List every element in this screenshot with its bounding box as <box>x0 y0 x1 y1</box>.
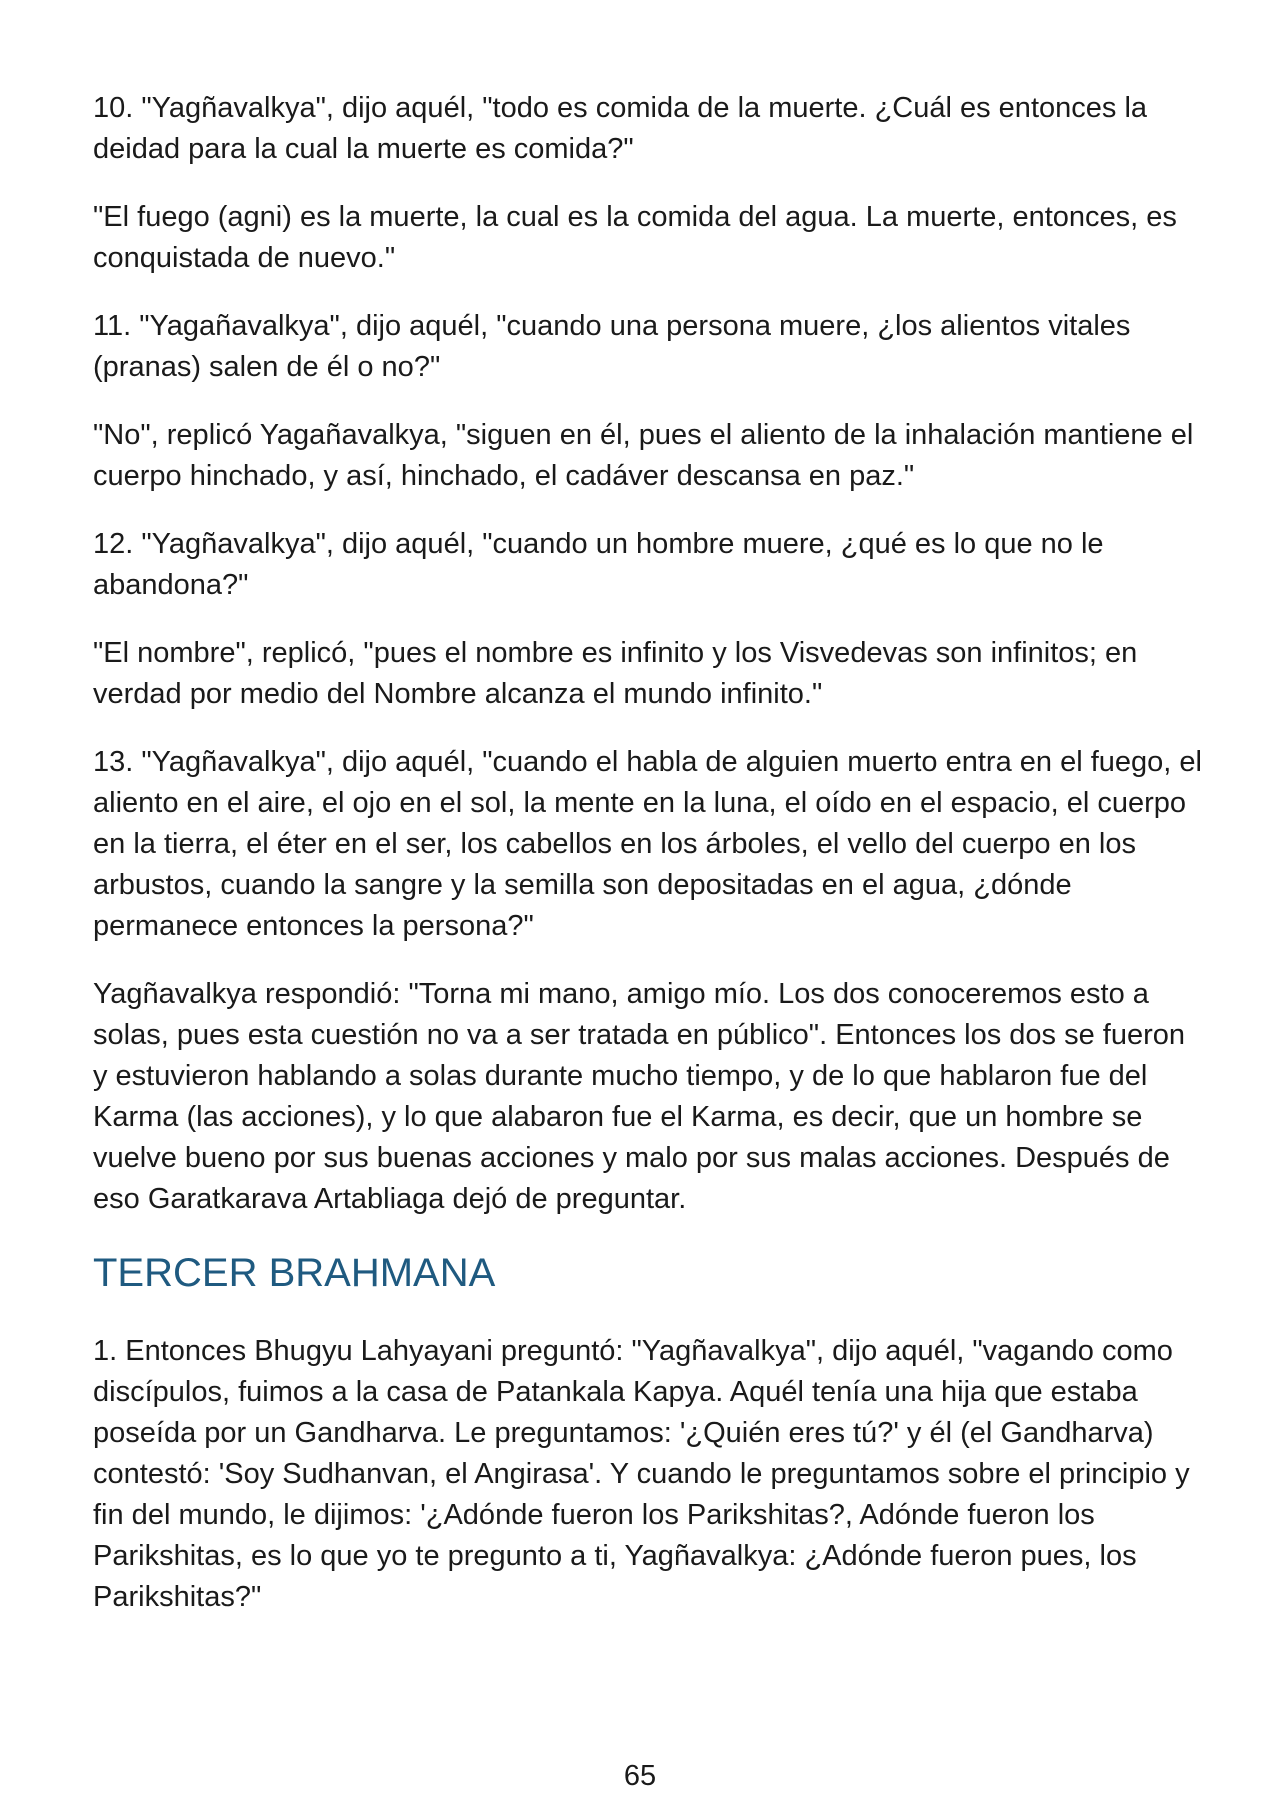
paragraph-10-question: 10. "Yagñavalkya", dijo aquél, "todo es comida de la muerte. ¿Cuál es entonces la deidad para la cual la muerte es comida?" <box>93 92 1148 165</box>
paragraph-tercer-1: 1. Entonces Bhugyu Lahyayani preguntó: "Yagñavalkya", dijo aquél, "vagando como discípulos, fuimos a la casa de Patankala Kapya. Aquél tenía una hija que estaba poseída por un Gandharva. Le preguntamos: '¿Quién eres tú?' y él (el Gandharva) contestó: 'Soy Sudhanvan, el Angirasa'. Y cuando le preguntamos sobre el principio y fin del mundo, le dijimos: '¿Adónde fueron los Parikshitas?, Adónde fueron los Parikshitas, es lo que yo te pregunto a ti, Yagñavalkya: ¿Adónde fueron pues, los Parikshitas?" <box>93 1335 1190 1613</box>
paragraph-13-question: 13. "Yagñavalkya", dijo aquél, "cuando el habla de alguien muerto entra en el fuego, el aliento en el aire, el ojo en el sol, la mente en la luna, el oído en el espacio, el cuerpo en la tierra, el éter en el ser, los cabellos en los árboles, el vello del cuerpo en los arbustos, cuando la sangre y la semilla son depositadas en el agua, ¿dónde permanece entonces la persona?" <box>93 746 1202 942</box>
page-number: 65 <box>623 1760 657 1792</box>
paragraph-11-answer: "No", replicó Yagañavalkya, "siguen en él, pues el aliento de la inhalación mantiene el cuerpo hinchado, y así, hinchado, el cadáver descansa en paz." <box>93 419 1194 492</box>
section-heading: TERCER BRAHMANA <box>93 1251 496 1295</box>
page-body <box>93 88 1203 1645</box>
paragraph-12-answer: "El nombre", replicó, "pues el nombre es infinito y los Visvedevas son infinitos; en verdad por medio del Nombre alcanza el mundo infinito." <box>93 637 1138 710</box>
paragraph-10-answer: "El fuego (agni) es la muerte, la cual es la comida del agua. La muerte, entonces, es conquistada de nuevo." <box>93 201 1177 274</box>
paragraph-11-question: 11. "Yagañavalkya", dijo aquél, "cuando una persona muere, ¿los alientos vitales (pranas) salen de él o no?" <box>93 310 1131 383</box>
paragraph-12-question: 12. "Yagñavalkya", dijo aquél, "cuando un hombre muere, ¿qué es lo que no le abandona?" <box>93 528 1104 601</box>
paragraph-13-answer: Yagñavalkya respondió: "Torna mi mano, amigo mío. Los dos conoceremos esto a solas, pues esta cuestión no va a ser tratada en público". Entonces los dos se fueron y estuvieron hablando a solas durante mucho tiempo, y de lo que hablaron fue del Karma (las acciones), y lo que alabaron fue el Karma, es decir, que un hombre se vuelve bueno por sus buenas acciones y malo por sus malas acciones. Después de eso Garatkarava Artabliaga dejó de preguntar. <box>93 978 1186 1215</box>
